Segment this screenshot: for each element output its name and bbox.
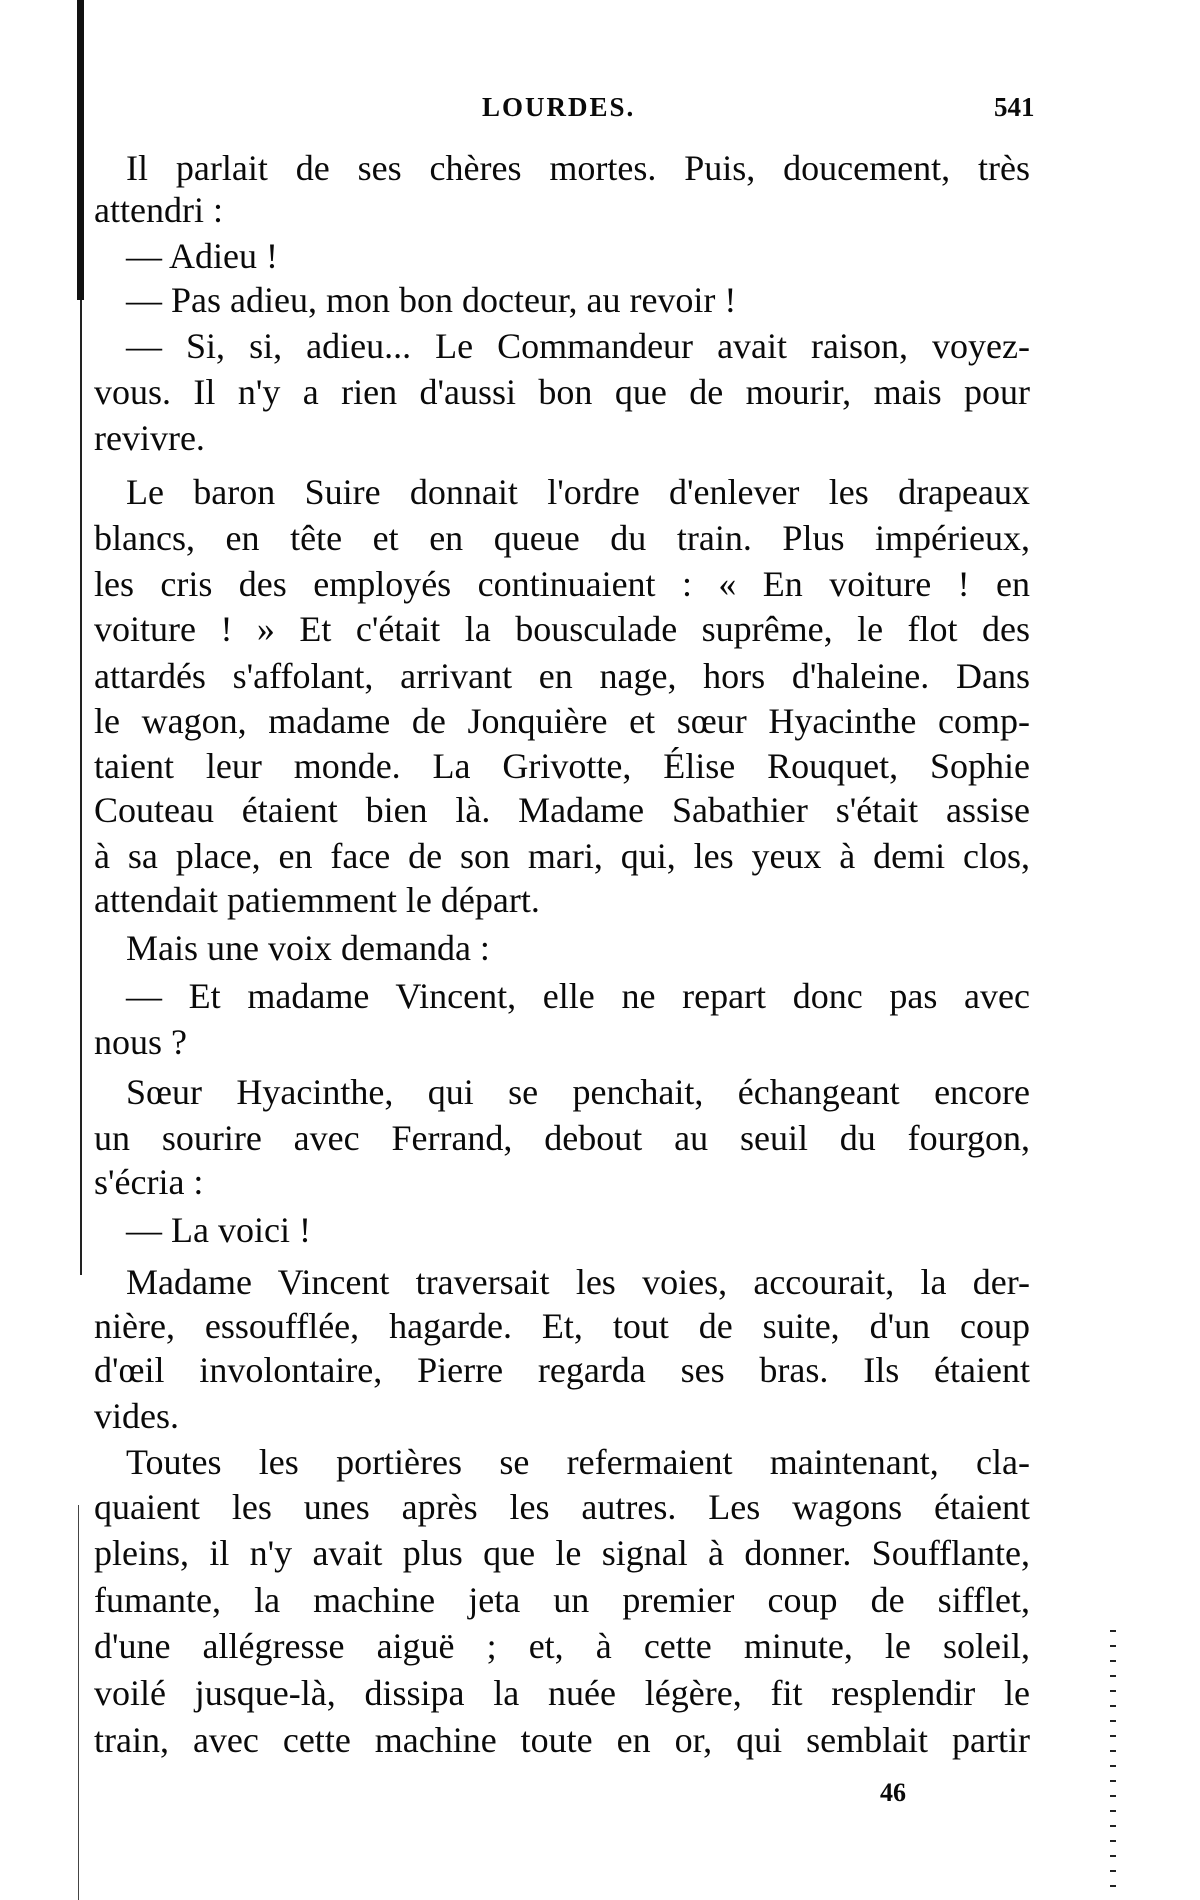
- text-line: à sa place, en face de son mari, qui, les yeux à demi clos,: [94, 835, 1030, 876]
- text-line: pleins, il n'y avait plus que le signal à donner. Soufflante,: [94, 1532, 1030, 1573]
- text-line: voilé jusque-là, dissipa la nuée légère, fit resplendir le: [94, 1673, 1030, 1714]
- text-line: Le baron Suire donnait l'ordre d'enlever les drapeaux: [126, 472, 1030, 512]
- text-line: Couteau étaient bien là. Madame Sabathier s'était assise: [94, 790, 1030, 830]
- running-title: LOURDES.: [482, 92, 636, 122]
- page-header: [0, 92, 1200, 124]
- text-line: train, avec cette machine toute en or, qui semblait partir: [94, 1720, 1030, 1760]
- text-line: taient leur monde. La Grivotte, Élise Rouquet, Sophie: [94, 745, 1030, 786]
- text-line: blancs, en tête et en queue du train. Plus impérieux,: [94, 517, 1030, 558]
- text-line: attardés s'affolant, arrivant en nage, hors d'haleine. Dans: [94, 655, 1030, 696]
- text-line: vides.: [94, 1396, 179, 1436]
- text-line: un sourire avec Ferrand, debout au seuil du fourgon,: [94, 1117, 1030, 1158]
- text-line: revivre.: [94, 418, 205, 458]
- text-line: quaient les unes après les autres. Les wagons étaient: [94, 1487, 1030, 1528]
- binding-edge-shadow: [77, 0, 84, 300]
- text-line: attendri :: [94, 190, 223, 230]
- text-line: voiture ! » Et c'était la bousculade suprême, le flot des: [94, 608, 1030, 649]
- signature-mark: 46: [880, 1778, 906, 1807]
- binding-edge-line-lower: [78, 1505, 79, 1900]
- scan-edge-marks: [1110, 1630, 1116, 1890]
- text-line: Toutes les portières se refermaient maintenant, cla-: [126, 1441, 1030, 1482]
- text-line: attendait patiemment le départ.: [94, 880, 540, 920]
- text-line: vous. Il n'y a rien d'aussi bon que de mourir, mais pour: [94, 372, 1030, 413]
- text-line: nière, essoufflée, hagarde. Et, tout de suite, d'un coup: [94, 1306, 1030, 1346]
- text-line: d'œil involontaire, Pierre regarda ses bras. Ils étaient: [94, 1350, 1030, 1391]
- text-line: — Si, si, adieu... Le Commandeur avait raison, voyez-: [126, 325, 1030, 366]
- text-line: — La voici !: [126, 1210, 311, 1250]
- text-line: Il parlait de ses chères mortes. Puis, doucement, très: [126, 148, 1030, 188]
- text-line: les cris des employés continuaient : « En voiture ! en: [94, 564, 1030, 605]
- text-line: d'une allégresse aiguë ; et, à cette minute, le soleil,: [94, 1626, 1030, 1667]
- page-number: 541: [994, 92, 1035, 122]
- text-line: le wagon, madame de Jonquière et sœur Hyacinthe comp-: [94, 701, 1030, 742]
- text-line: — Adieu !: [126, 235, 278, 276]
- binding-edge-line: [80, 300, 82, 1275]
- text-line: s'écria :: [94, 1162, 204, 1202]
- text-line: Mais une voix demanda :: [126, 928, 490, 968]
- text-line: Madame Vincent traversait les voies, accourait, la der-: [126, 1261, 1030, 1302]
- text-line: fumante, la machine jeta un premier coup de sifflet,: [94, 1579, 1030, 1620]
- text-line: — Pas adieu, mon bon docteur, au revoir !: [126, 280, 737, 320]
- text-line: nous ?: [94, 1021, 187, 1062]
- text-line: — Et madame Vincent, elle ne repart donc pas avec: [126, 976, 1030, 1016]
- text-line: Sœur Hyacinthe, qui se penchait, échangeant encore: [126, 1072, 1030, 1112]
